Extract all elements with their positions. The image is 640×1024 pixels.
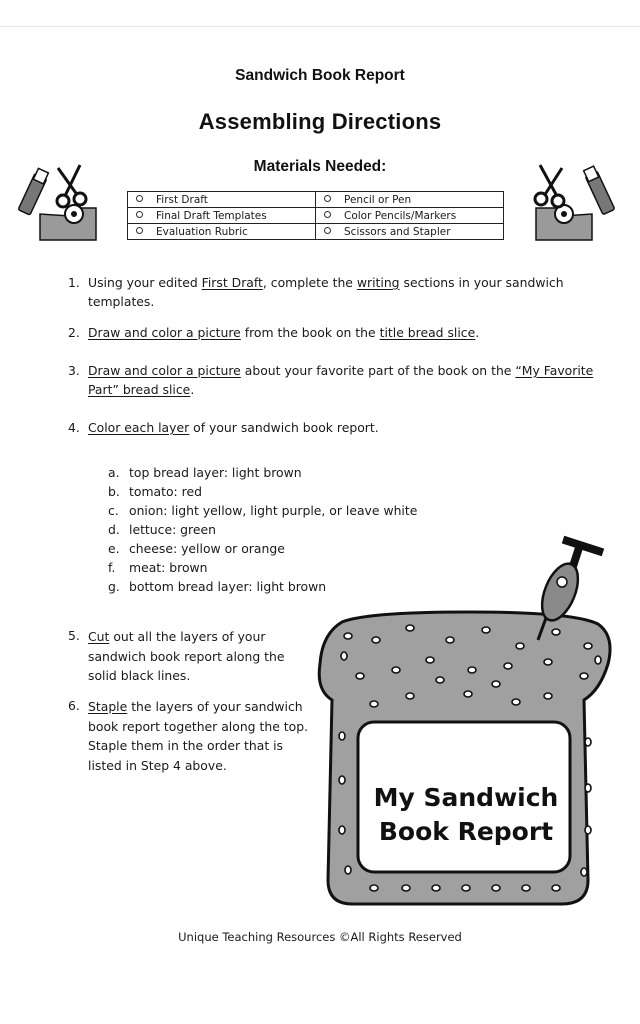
list-item: d. lettuce: green: [108, 522, 216, 537]
tape-dispenser-icon: [536, 205, 592, 240]
materials-heading: Materials Needed:: [253, 158, 387, 175]
tape-dispenser-icon: [40, 205, 96, 240]
glue-stick-icon: [584, 166, 615, 215]
footer-copyright: Unique Teaching Resources ©All Rights Reserved: [178, 930, 462, 944]
material-cell: First Draft: [128, 192, 316, 208]
list-item: a. top bread layer: light brown: [108, 465, 302, 480]
page-title: Sandwich Book Report: [235, 67, 405, 84]
bread-title-line-1: My Sandwich: [373, 783, 559, 812]
list-item: e. cheese: yellow or orange: [108, 541, 285, 556]
material-cell: Scissors and Stapler: [316, 224, 504, 240]
bread-slice-illustration: [319, 612, 610, 904]
material-cell: Color Pencils/Markers: [316, 208, 504, 224]
material-cell: Final Draft Templates: [128, 208, 316, 224]
list-item: c. onion: light yellow, light purple, or leave white: [108, 503, 418, 518]
scissors-icon: [535, 165, 564, 207]
glue-stick-icon: [18, 168, 48, 215]
scissors-icon: [57, 165, 86, 207]
bread-title-line-2: Book Report: [378, 817, 554, 846]
list-item: f. meat: brown: [108, 560, 208, 575]
list-item: g. bottom bread layer: light brown: [108, 579, 327, 594]
material-cell: Pencil or Pen: [316, 192, 504, 208]
section-title: Assembling Directions: [198, 109, 442, 134]
material-cell: Evaluation Rubric: [128, 224, 316, 240]
list-item: b. tomato: red: [108, 484, 202, 499]
